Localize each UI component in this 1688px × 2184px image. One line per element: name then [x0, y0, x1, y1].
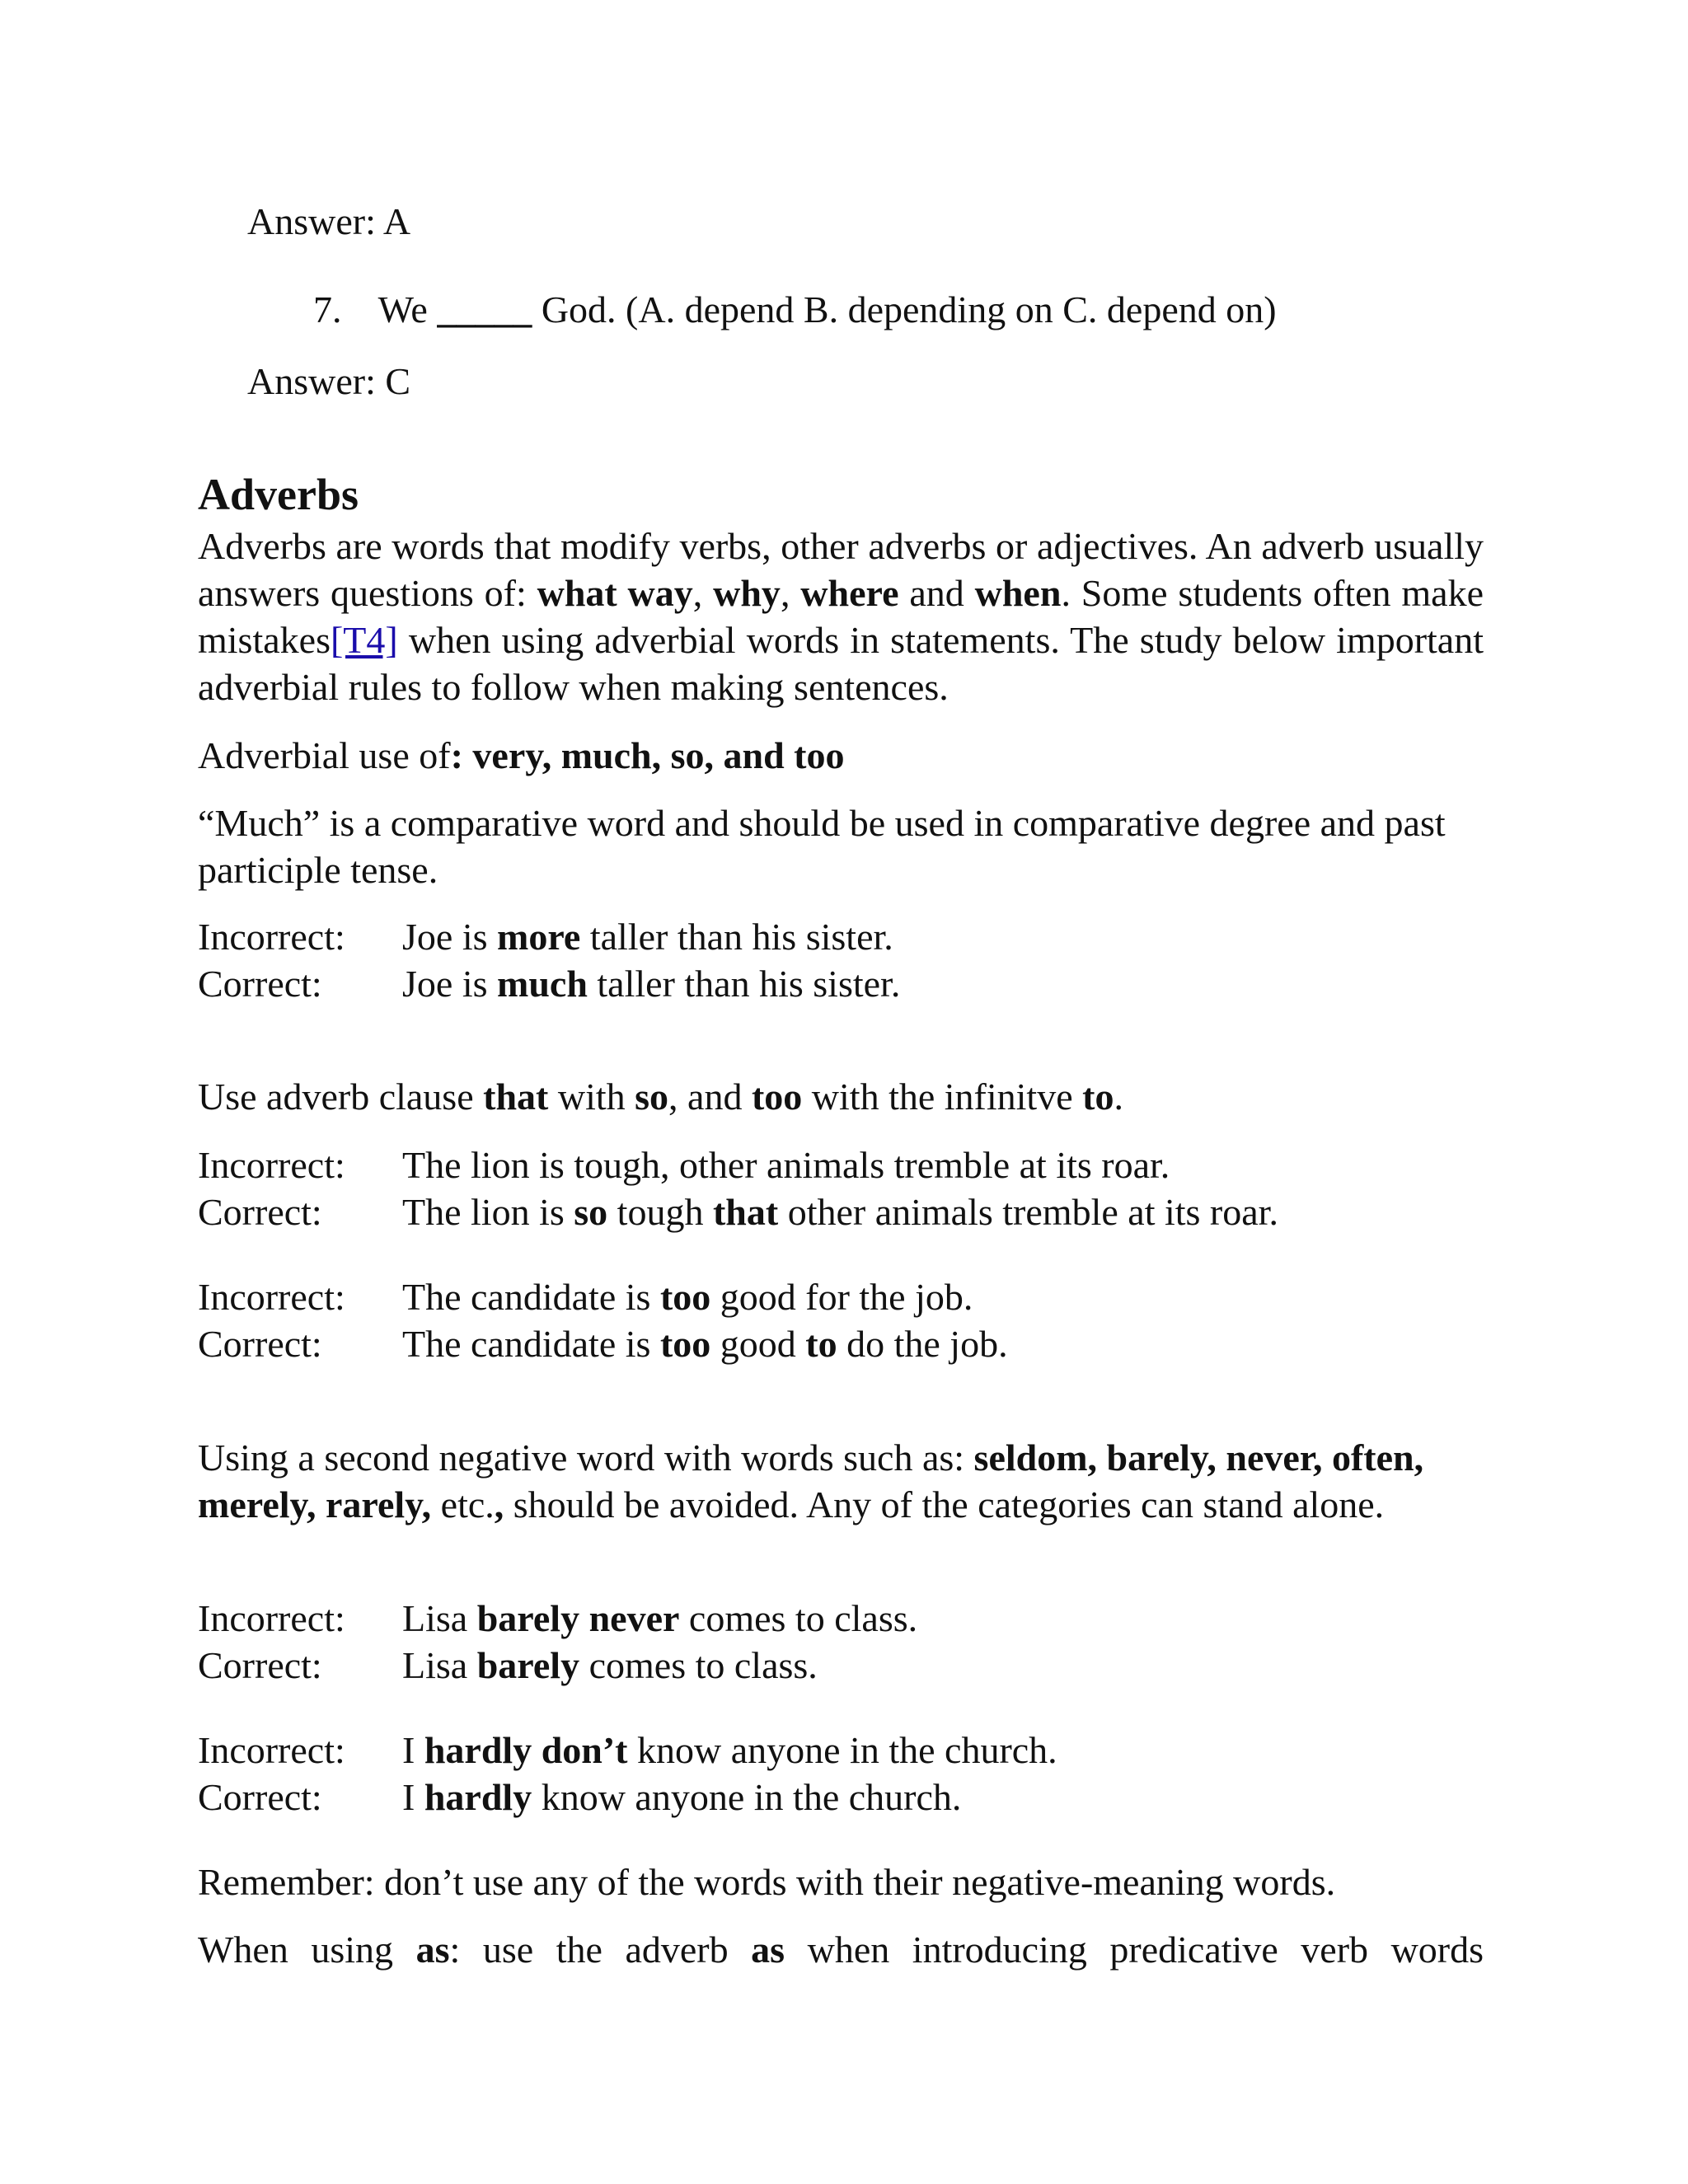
rule-double-negative	[198, 1434, 1434, 1528]
example-text: tough	[607, 1191, 713, 1233]
intro-and: and	[898, 572, 975, 614]
intro-bold-where: where	[800, 572, 899, 614]
example-text: Joe is	[402, 916, 497, 958]
rule2-text: , and	[668, 1076, 752, 1118]
as-rule-text: : use the adverb	[449, 1929, 752, 1971]
example-bold: more	[497, 916, 581, 958]
example-text: comes to class.	[579, 1644, 818, 1686]
rule2-text: with	[548, 1076, 635, 1118]
rule3-text: etc.	[431, 1483, 495, 1526]
example-bold: hardly don’t	[424, 1729, 628, 1771]
question-text-pre: We	[377, 288, 428, 330]
as-rule-text: When using	[198, 1929, 416, 1971]
incorrect-label: Incorrect:	[198, 1597, 345, 1639]
intro-comma-2: ,	[780, 572, 801, 614]
rule2-bold: too	[751, 1076, 803, 1118]
example-text: Lisa	[402, 1597, 477, 1639]
intro-text-1: Adverbs are words that modify verbs, other adverbs or adjectives. An adverb usually answers questions of:	[198, 525, 1484, 614]
example-bold: too	[659, 1323, 711, 1365]
example-bold: so	[574, 1191, 608, 1233]
intro-text-2: . Some students often make mistakes	[198, 572, 1484, 661]
intro-comma-1: ,	[692, 572, 714, 614]
example-correct	[198, 1642, 818, 1689]
rule2-text: .	[1114, 1076, 1123, 1118]
intro-bold-what-way: what way	[537, 572, 693, 614]
example-text: Lisa	[402, 1644, 477, 1686]
rule3-bold: seldom, barely, never, often, merely, rarely,	[198, 1436, 1424, 1526]
rule2-text: Use adverb clause	[198, 1076, 484, 1118]
incorrect-label: Incorrect:	[198, 916, 345, 958]
intro-text-3: when using adverbial words in statements. The study below important adverbial rules to follow when making sentences.	[198, 619, 1484, 708]
question-blank: _____	[437, 288, 532, 330]
incorrect-label: Incorrect:	[198, 1144, 345, 1186]
intro-bold-when: when	[974, 572, 1062, 614]
as-rule-text: when introducing predicative verb words	[785, 1929, 1484, 1971]
answer-c	[247, 358, 410, 405]
correct-label: Correct:	[198, 963, 322, 1005]
example-incorrect	[198, 1141, 1170, 1188]
rule1-lead: Adverbial use of	[198, 734, 451, 776]
example-text: taller than his sister.	[587, 963, 901, 1005]
example-text: The candidate is	[402, 1323, 660, 1365]
rule1-description: “Much” is a comparative word and should be used in comparative degree and past participle tense.	[198, 802, 1446, 891]
example-bold: that	[712, 1191, 779, 1233]
example-bold: hardly	[424, 1776, 532, 1818]
as-rule-bold: as	[415, 1929, 450, 1971]
example-correct	[198, 1320, 1008, 1367]
example-text: other animals tremble at its roar.	[778, 1191, 1278, 1233]
rule3-text: Using a second negative word with words such as:	[198, 1436, 974, 1479]
rule3-text: should be avoided. Any of the categories can stand alone.	[504, 1483, 1385, 1526]
answer-a-text: Answer: A	[247, 200, 411, 242]
example-correct	[198, 1774, 961, 1821]
example-correct	[198, 1188, 1278, 1235]
rule2-text: with the infinitve	[802, 1076, 1083, 1118]
example-bold: much	[497, 963, 588, 1005]
example-correct	[198, 960, 900, 1007]
example-bold: to	[805, 1323, 837, 1365]
example-bold: barely	[476, 1644, 580, 1686]
correct-label: Correct:	[198, 1323, 322, 1365]
example-incorrect	[198, 1595, 917, 1642]
example-text: good for the job.	[710, 1276, 973, 1318]
example-text: The lion is tough, other animals tremble at its roar.	[402, 1144, 1170, 1186]
example-text: know anyone in the church.	[627, 1729, 1057, 1771]
rule2-bold: so	[635, 1076, 669, 1118]
intro-bold-why: why	[713, 572, 781, 614]
example-text: comes to class.	[679, 1597, 918, 1639]
question-number: 7.	[313, 288, 342, 330]
rule2-bold: to	[1082, 1076, 1114, 1118]
example-text: do the job.	[837, 1323, 1008, 1365]
example-text: good	[710, 1323, 806, 1365]
intro-paragraph	[198, 523, 1484, 710]
example-text: Joe is	[402, 963, 497, 1005]
incorrect-label: Incorrect:	[198, 1729, 345, 1771]
rule3-bold: ,	[494, 1483, 504, 1526]
example-incorrect	[198, 1273, 973, 1320]
rule-very-much-so-too	[198, 732, 844, 779]
example-bold: too	[659, 1276, 711, 1318]
example-bold: barely never	[476, 1597, 680, 1639]
rule-so-that-too-to	[198, 1073, 1123, 1120]
rule-as	[198, 1926, 1484, 1973]
example-text: The lion is	[402, 1191, 574, 1233]
rule2-bold: that	[483, 1076, 549, 1118]
example-text: The candidate is	[402, 1276, 660, 1318]
correct-label: Correct:	[198, 1644, 322, 1686]
example-incorrect	[198, 913, 893, 960]
incorrect-label: Incorrect:	[198, 1276, 345, 1318]
rule1-bold: : very, much, so, and too	[450, 734, 845, 776]
question-7	[313, 286, 1277, 333]
example-incorrect	[198, 1727, 1057, 1774]
example-text: I	[402, 1729, 424, 1771]
example-text: I	[402, 1776, 424, 1818]
remember-note: Remember: don’t use any of the words with their negative-meaning words.	[198, 1861, 1336, 1903]
as-rule-bold: as	[751, 1929, 785, 1971]
example-text: know anyone in the church.	[532, 1776, 962, 1818]
answer-c-text: Answer: C	[247, 360, 411, 402]
answer-a	[247, 198, 410, 245]
comment-link-t4[interactable]: [T4]	[330, 619, 398, 661]
correct-label: Correct:	[198, 1776, 322, 1818]
example-text: taller than his sister.	[580, 916, 893, 958]
correct-label: Correct:	[198, 1191, 322, 1233]
question-text-post: God. (A. depend B. depending on C. depend on)	[541, 288, 1277, 330]
section-heading: Adverbs	[198, 470, 359, 519]
